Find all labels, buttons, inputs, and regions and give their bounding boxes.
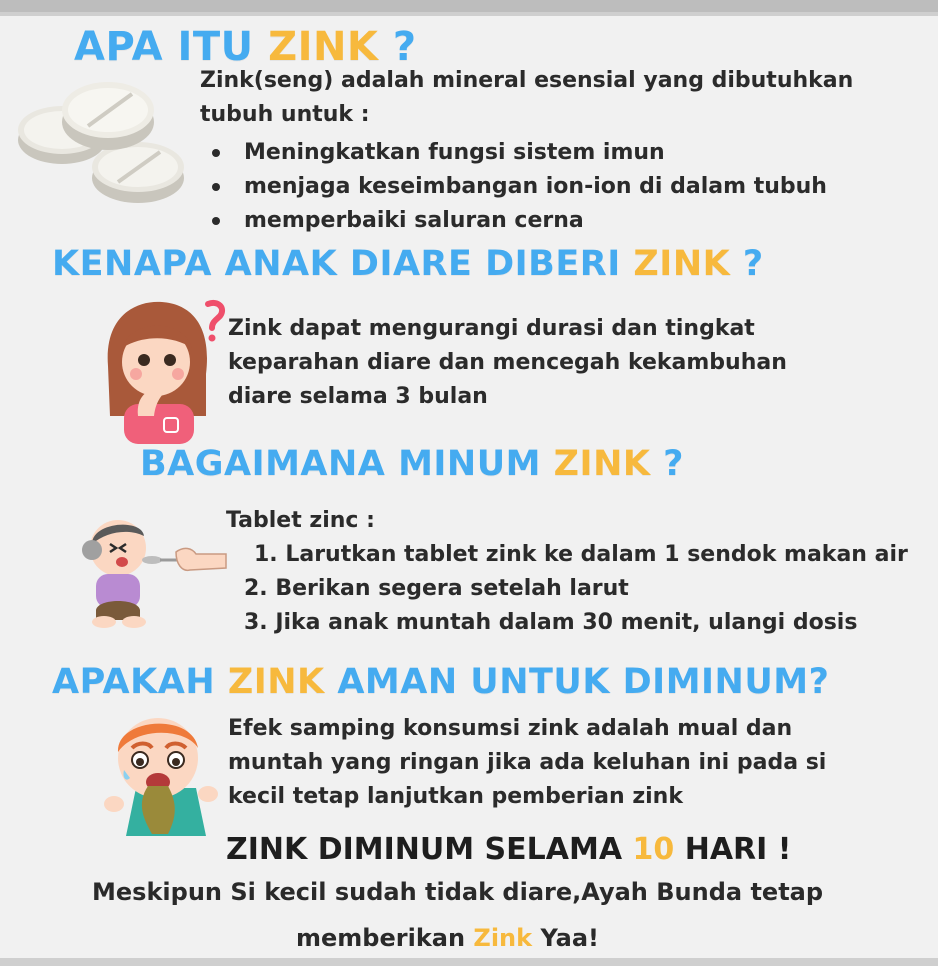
section-what-title-highlight: ZINK	[268, 24, 379, 70]
duration-text: ZINK DIMINUM SELAMA	[226, 832, 633, 867]
pills-icon	[10, 78, 190, 213]
intro-line: Zink(seng) adalah mineral esensial yang dibutuhkan	[200, 68, 854, 93]
section-how-title-highlight: ZINK	[553, 444, 651, 484]
body-line: keparahan diare dan mencegah kekambuhan	[228, 350, 787, 375]
duration-number: 10	[632, 832, 675, 867]
section-safe-body	[228, 712, 826, 814]
footer-highlight: Zink	[473, 924, 533, 952]
list-item: memperbaiki saluran cerna	[200, 204, 827, 238]
steps-list	[254, 538, 908, 572]
section-safe-title-highlight: ZINK	[227, 662, 325, 702]
footer-line-1: Meskipun Si kecil sudah tidak diare,Ayah Bunda tetap	[92, 878, 824, 906]
section-what-title-text: APA ITU	[74, 24, 269, 70]
body-line: Efek samping konsumsi zink adalah mual dan	[228, 716, 793, 741]
benefit-list	[200, 136, 827, 238]
body-line: diare selama 3 bulan	[228, 384, 488, 409]
body-line: Zink dapat mengurangi durasi dan tingkat	[228, 316, 755, 341]
top-border	[0, 0, 938, 12]
list-item: 2. Berikan segera setelah larut	[244, 576, 629, 601]
section-why-title-suffix: ?	[730, 244, 764, 284]
body-line: muntah yang ringan jika ada keluhan ini pada si	[228, 750, 827, 775]
section-how-title	[140, 444, 684, 484]
section-how-title-suffix: ?	[650, 444, 684, 484]
list-item: 1. Larutkan tablet zink ke dalam 1 sendok makan air	[254, 542, 908, 567]
body-line: kecil tetap lanjutkan pemberian zink	[228, 784, 683, 809]
section-what-intro	[200, 64, 853, 132]
footer-suffix: Yaa!	[532, 924, 599, 952]
steps-list-cont	[244, 572, 857, 640]
section-how-title-text: BAGAIMANA MINUM	[140, 444, 554, 484]
section-why-title-text: KENAPA ANAK DIARE DIBERI	[52, 244, 634, 284]
section-safe-title	[52, 662, 829, 702]
list-item: Meningkatkan fungsi sistem imun	[200, 136, 827, 170]
footer-line-2	[296, 924, 599, 952]
section-how-subtitle: Tablet zinc :	[226, 508, 375, 533]
section-safe-title-suffix: AMAN UNTUK DIMINUM?	[324, 662, 830, 702]
thinking-girl-icon	[96, 296, 228, 444]
list-item: 3. Jika anak muntah dalam 30 menit, ulangi dosis	[244, 610, 858, 635]
footer-text: memberikan	[296, 924, 474, 952]
intro-line: tubuh untuk :	[200, 102, 370, 127]
section-why-title-highlight: ZINK	[633, 244, 731, 284]
vomiting-child-icon	[96, 708, 226, 838]
section-why-title	[52, 244, 764, 284]
section-safe-title-text: APAKAH	[52, 662, 228, 702]
duration-statement	[226, 832, 791, 867]
section-what-title-suffix: ?	[378, 24, 417, 70]
list-item: menjaga keseimbangan ion-ion di dalam tubuh	[200, 170, 827, 204]
section-why-body	[228, 312, 787, 414]
child-spoon-icon	[78, 514, 230, 630]
duration-suffix: HARI !	[674, 832, 792, 867]
